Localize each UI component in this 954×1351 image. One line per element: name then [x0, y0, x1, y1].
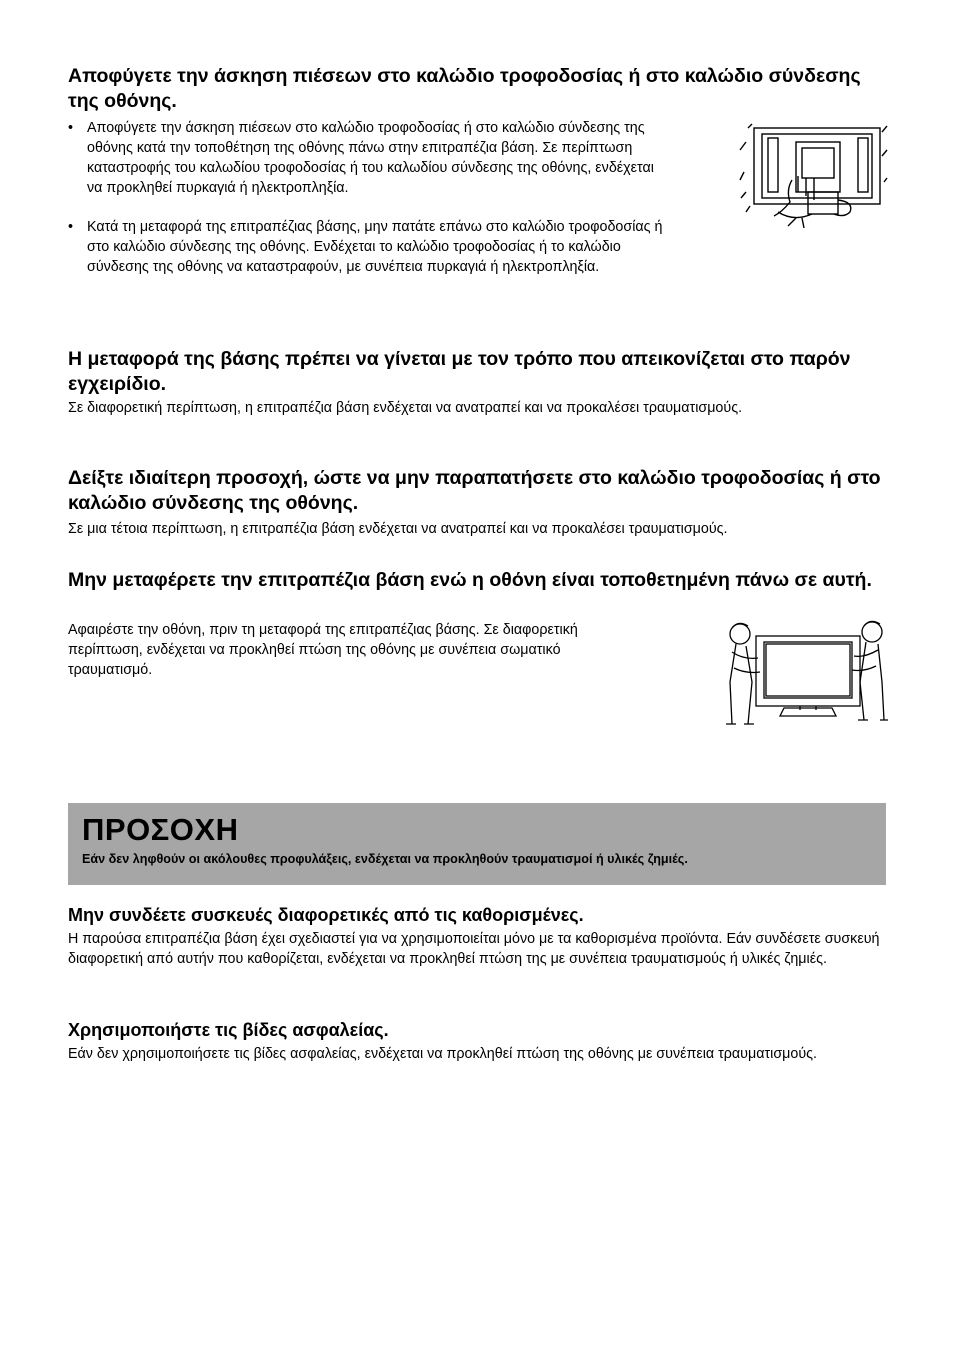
caution-title: ΠΡΟΣΟΧΗ [82, 812, 239, 847]
section-3-body: Σε μια τέτοια περίπτωση, η επιτραπέζια βάση ενδέχεται να ανατραπεί και να προκαλέσει τραυματισμούς. [68, 521, 728, 537]
section-2-body: Σε διαφορετική περίπτωση, η επιτραπέζια βάση ενδέχεται να ανατραπεί και να προκαλέσει τραυματισμούς. [68, 400, 743, 416]
section-4-body: Αφαιρέστε την οθόνη, πριν τη μεταφορά της επιτραπέζιας βάσης. Σε διαφορετική περίπτωση, ενδέχεται να προκληθεί πτώση της οθόνης με συνέπεια σωματικό τραυματισμό. [68, 622, 578, 678]
bullet-text: Κατά τη μεταφορά της επιτραπέζιας βάσης, μην πατάτε επάνω στο καλώδιο τροφοδοσίας ή στο καλώδιο σύνδεσης της οθόνης. Ενδέχεται το καλώδιο τροφοδοσίας ή το καλώδιο σύνδεσης της οθόνης να καταστραφούν, με συνέπεια πυρκαγιά ή ηλεκτροπληξία. [87, 219, 663, 275]
bullet-item [68, 118, 668, 198]
bullet-dot: • [68, 120, 74, 136]
bullet-item [68, 217, 668, 277]
section-1-bullets [68, 118, 668, 277]
section-1-heading: Αποφύγετε την άσκηση πιέσεων στο καλώδιο τροφοδοσίας ή στο καλώδιο σύνδεσης της οθόνης. [68, 65, 861, 112]
tv-rear-cable-icon [738, 122, 888, 232]
section-3-heading: Δείξτε ιδιαίτερη προσοχή, ώστε να μην παραπατήσετε στο καλώδιο τροφοδοσίας ή στο καλώδιο σύνδεσης της οθόνης. [68, 467, 881, 514]
caution-banner [68, 803, 886, 885]
caution-section-2-body: Εάν δεν χρησιμοποιήσετε τις βίδες ασφαλείας, ενδέχεται να προκληθεί πτώση της οθόνης με συνέπεια τραυματισμούς. [68, 1046, 818, 1062]
bullet-dot: • [68, 219, 74, 235]
caution-section-1-body: Η παρούσα επιτραπέζια βάση έχει σχεδιαστεί για να χρησιμοποιείται μόνο με τα καθορισμένα προϊόντα. Εάν συνδέσετε συσκευή διαφορετική από αυτήν που καθορίζεται, ενδέχεται να προκληθεί πτώση της με συνέπεια τραυματισμούς ή υλικές ζημιές. [68, 931, 880, 967]
section-4-heading: Μην μεταφέρετε την επιτραπέζια βάση ενώ η οθόνη είναι τοποθετημένη πάνω σε αυτή. [68, 569, 872, 591]
caution-section-2-heading: Χρησιμοποιήστε τις βίδες ασφαλείας. [68, 1020, 389, 1040]
section-2-heading: Η μεταφορά της βάσης πρέπει να γίνεται με τον τρόπο που απεικονίζεται στο παρόν εγχειρίδιο. [68, 348, 851, 395]
caution-subtitle: Εάν δεν ληφθούν οι ακόλουθες προφυλάξεις, ενδέχεται να προκληθούν τραυματισμοί ή υλικές ζημιές. [82, 852, 688, 866]
caution-section-1-heading: Μην συνδέετε συσκευές διαφορετικές από τις καθορισμένες. [68, 905, 584, 925]
bullet-text: Αποφύγετε την άσκηση πιέσεων στο καλώδιο τροφοδοσίας ή στο καλώδιο σύνδεσης της οθόνης κατά την τοποθέτηση της οθόνης πάνω στην επιτραπέζια βάση. Σε περίπτωση καταστροφής του καλωδίου τροφοδοσίας ή του καλωδίου σύνδεσης της οθόνης, ενδέχεται να προκληθεί πυρκαγιά ή ηλεκτροπληξία. [87, 120, 654, 196]
two-people-carrying-tv-icon [722, 612, 890, 730]
